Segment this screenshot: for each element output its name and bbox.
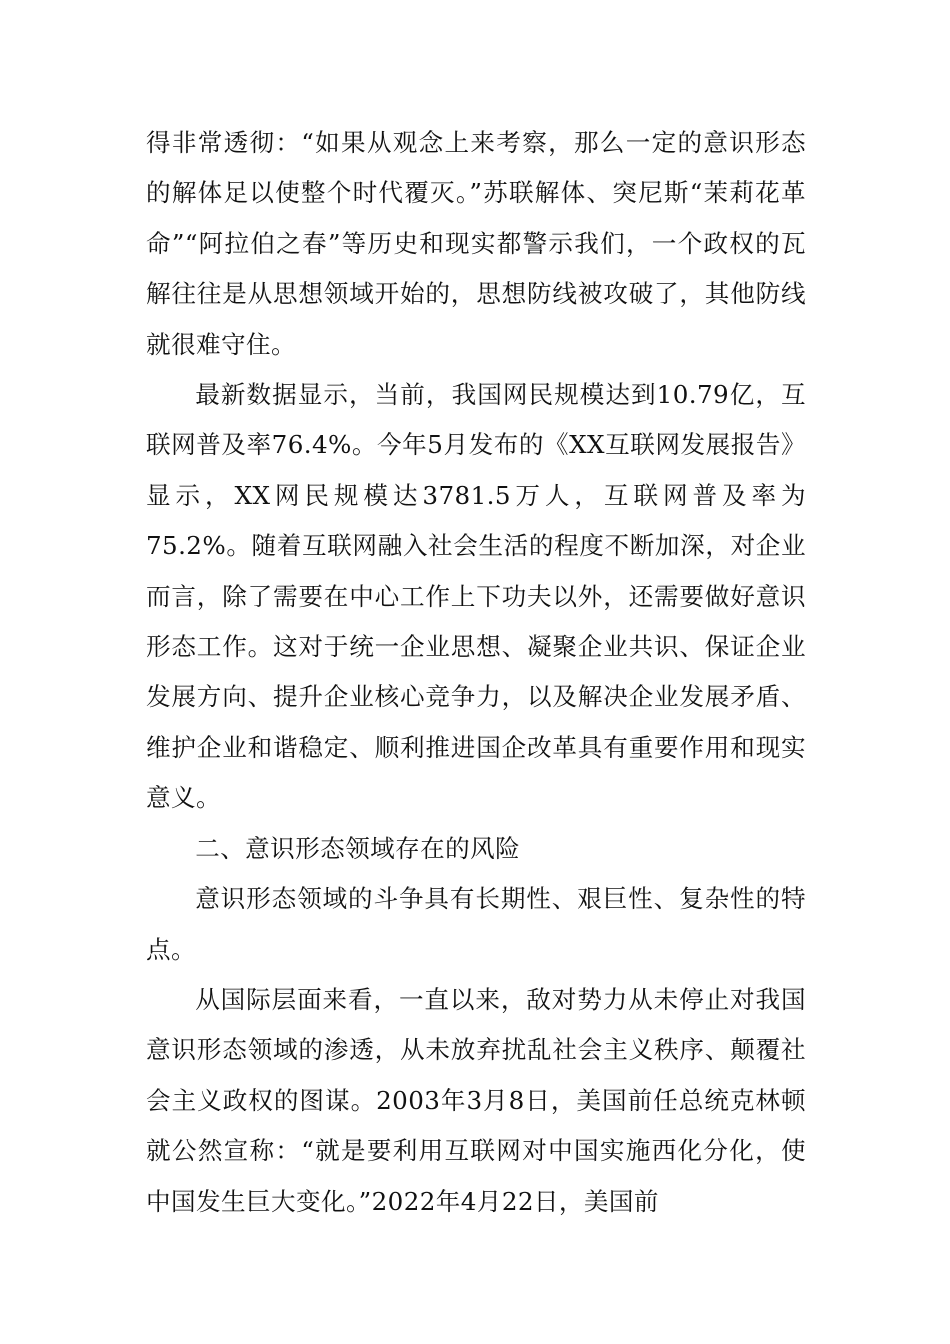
paragraph-international-level: 从国际层面来看，一直以来，敌对势力从未停止对我国意识形态领域的渗透，从未放弃扰乱社会主义秩序、颠覆社会主义政权的图谋。2003年3月8日，美国前任总统克林顿就公然宣称：“就是要利用互联网对中国实施西化分化，使中国发生巨大变化。”2022年4月22日，美国前: [146, 984, 806, 1216]
paragraph-struggle-characteristics: 意识形态领域的斗争具有长期性、艰巨性、复杂性的特点。: [146, 884, 806, 964]
paragraph-internet-statistics: 最新数据显示，当前，我国网民规模达到10.79亿，互联网普及率76.4%。今年5月发布的《XX互联网发展报告》显示，XX网民规模达3781.5万人，互联网普及率为75.2%。随着互联网融入社会生活的程度不断加深，对企业而言，除了需要在中心工作上下功夫以外，还需要做好意识形态工作。这对于统一企业思想、凝聚企业共识、保证企业发展方向、提升企业核心竞争力，以及解决企业发展矛盾、维护企业和谐稳定、顺利推进国企改革具有重要作用和现实意义。: [146, 380, 806, 813]
paragraph-continuation: 得非常透彻：“如果从观念上来考察，那么一定的意识形态的解体足以使整个时代覆灭。”苏联解体、突尼斯“茉莉花革命”“阿拉伯之春”等历史和现实都警示我们，一个政权的瓦解往往是从思想领域开始的，思想防线被攻破了，其他防线就很难守住。: [146, 128, 806, 359]
section-heading-risks: 二、意识形态领域存在的风险: [195, 833, 521, 863]
document-body: [146, 118, 806, 1227]
